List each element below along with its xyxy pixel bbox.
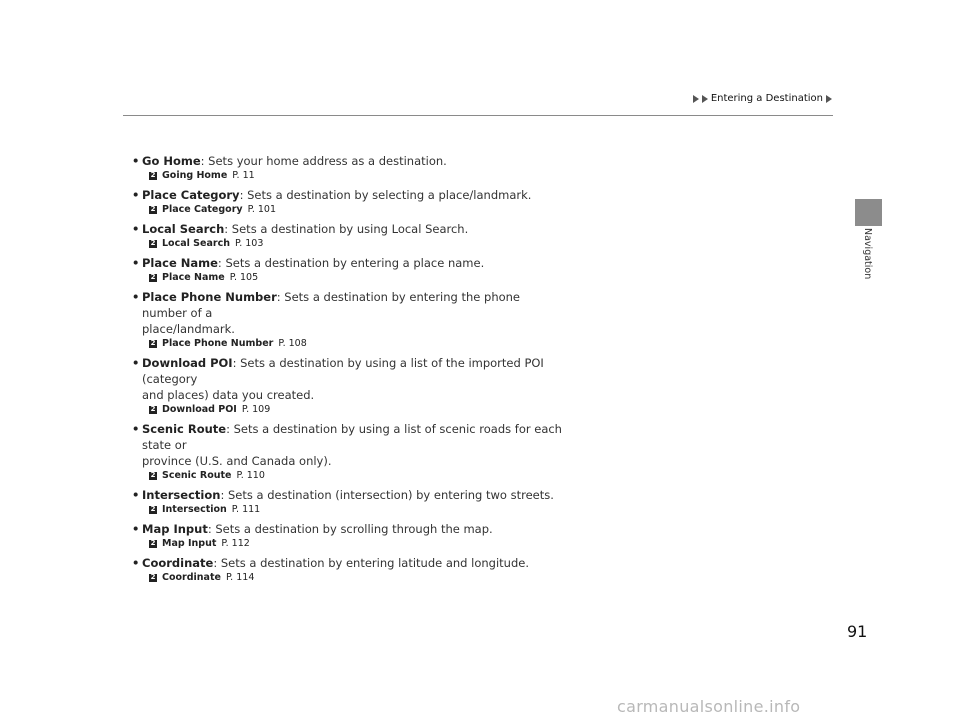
bullet: •	[132, 188, 140, 202]
item-term: Place Category	[142, 188, 240, 202]
reference-arrow-icon: 2	[150, 539, 156, 547]
list-item	[132, 521, 562, 550]
arrow-icon	[826, 95, 832, 103]
bullet: •	[132, 422, 140, 436]
list-item	[132, 355, 562, 416]
page-reference[interactable]	[149, 571, 562, 584]
list-item	[132, 153, 562, 182]
item-description: : Sets a destination by entering latitude and longitude.	[213, 556, 529, 570]
bullet: •	[132, 488, 140, 502]
reference-page[interactable]: P. 114	[225, 572, 255, 583]
reference-title[interactable]: Intersection	[162, 504, 227, 515]
watermark: carmanualsonline.info	[617, 697, 801, 716]
list-item	[132, 289, 562, 350]
page-reference[interactable]	[149, 337, 562, 350]
reference-arrow-icon: 2	[150, 205, 156, 213]
item-text	[132, 421, 562, 469]
list-item	[132, 487, 562, 516]
item-term: Place Phone Number	[142, 290, 277, 304]
page-reference[interactable]	[149, 169, 562, 182]
item-description: : Sets a destination by entering the phone number of a	[142, 290, 521, 320]
item-description: : Sets your home address as a destination.	[200, 154, 447, 168]
item-text	[132, 187, 562, 203]
reference-arrow-icon: 2	[150, 405, 156, 413]
item-text	[132, 255, 562, 271]
list-item	[132, 255, 562, 284]
item-description: : Sets a destination by selecting a place/landmark.	[239, 188, 532, 202]
page-number: 91	[847, 622, 868, 641]
list-item	[132, 221, 562, 250]
reference-title[interactable]: Map Input	[162, 538, 217, 549]
item-description: : Sets a destination by using a list of scenic roads for each state or	[142, 422, 562, 452]
item-term: Map Input	[142, 522, 208, 536]
arrow-icon	[702, 95, 708, 103]
reference-arrow-icon: 2	[150, 239, 156, 247]
reference-title[interactable]: Coordinate	[162, 572, 221, 583]
bullet: •	[132, 290, 140, 304]
reference-title[interactable]: Scenic Route	[162, 470, 232, 481]
item-text	[132, 555, 562, 571]
item-text	[132, 153, 562, 169]
reference-arrow-icon: 2	[150, 471, 156, 479]
reference-arrow-icon: 2	[150, 339, 156, 347]
reference-arrow-icon: 2	[150, 573, 156, 581]
reference-title[interactable]: Download POI	[162, 404, 237, 415]
reference-page[interactable]: P. 111	[231, 504, 261, 515]
item-term: Go Home	[142, 154, 201, 168]
item-term: Intersection	[142, 488, 221, 502]
page-reference[interactable]	[149, 537, 562, 550]
item-description: : Sets a destination by entering a place name.	[217, 256, 485, 270]
reference-page[interactable]: P. 112	[221, 538, 250, 549]
item-text	[132, 355, 562, 403]
item-description-continued: and places) data you created.	[142, 388, 315, 402]
breadcrumb	[693, 93, 832, 104]
breadcrumb-label: Entering a Destination	[710, 93, 823, 104]
bullet: •	[132, 222, 140, 236]
reference-page[interactable]: P. 109	[241, 404, 271, 415]
reference-title[interactable]: Local Search	[162, 238, 230, 249]
item-text	[132, 521, 562, 537]
page-reference[interactable]	[149, 403, 562, 416]
item-term: Coordinate	[142, 556, 214, 570]
list-item	[132, 187, 562, 216]
bullet: •	[132, 556, 140, 570]
reference-page[interactable]: P. 11	[232, 170, 255, 181]
item-term: Download POI	[142, 356, 233, 370]
reference-title[interactable]: Place Name	[162, 272, 225, 283]
page-reference[interactable]	[149, 237, 562, 250]
section-label: Navigation	[862, 228, 873, 280]
item-description: : Sets a destination by scrolling through the map.	[207, 522, 493, 536]
reference-page[interactable]: P. 103	[234, 238, 264, 249]
bullet: •	[132, 256, 140, 270]
reference-arrow-icon: 2	[150, 273, 156, 281]
list-item	[132, 555, 562, 584]
destination-option-list	[132, 153, 562, 589]
item-description: : Sets a destination by using a list of the imported POI (category	[142, 356, 544, 386]
bullet: •	[132, 154, 140, 168]
arrow-icon	[693, 95, 699, 103]
item-description-continued: province (U.S. and Canada only).	[142, 454, 332, 468]
reference-arrow-icon: 2	[150, 171, 156, 179]
item-description: : Sets a destination by using Local Search.	[224, 222, 469, 236]
item-text	[132, 221, 562, 237]
reference-page[interactable]: P. 108	[278, 338, 307, 349]
reference-page[interactable]: P. 101	[247, 204, 277, 215]
item-text	[132, 487, 562, 503]
bullet: •	[132, 356, 140, 370]
bullet: •	[132, 522, 140, 536]
item-term: Local Search	[142, 222, 225, 236]
item-term: Scenic Route	[142, 422, 227, 436]
list-item	[132, 421, 562, 482]
page-reference[interactable]	[149, 271, 562, 284]
item-term: Place Name	[142, 256, 218, 270]
reference-title[interactable]: Place Phone Number	[162, 338, 274, 349]
item-description-continued: place/landmark.	[142, 322, 235, 336]
item-text	[132, 289, 562, 337]
reference-arrow-icon: 2	[150, 505, 156, 513]
header-rule	[123, 115, 833, 116]
page-reference[interactable]	[149, 503, 562, 516]
page-reference[interactable]	[149, 469, 562, 482]
page-reference[interactable]	[149, 203, 562, 216]
item-description: : Sets a destination (intersection) by entering two streets.	[220, 488, 554, 502]
section-tab	[855, 199, 882, 226]
reference-title[interactable]: Going Home	[162, 170, 228, 181]
reference-page[interactable]: P. 105	[229, 272, 259, 283]
reference-title[interactable]: Place Category	[162, 204, 243, 215]
reference-page[interactable]: P. 110	[236, 470, 265, 481]
